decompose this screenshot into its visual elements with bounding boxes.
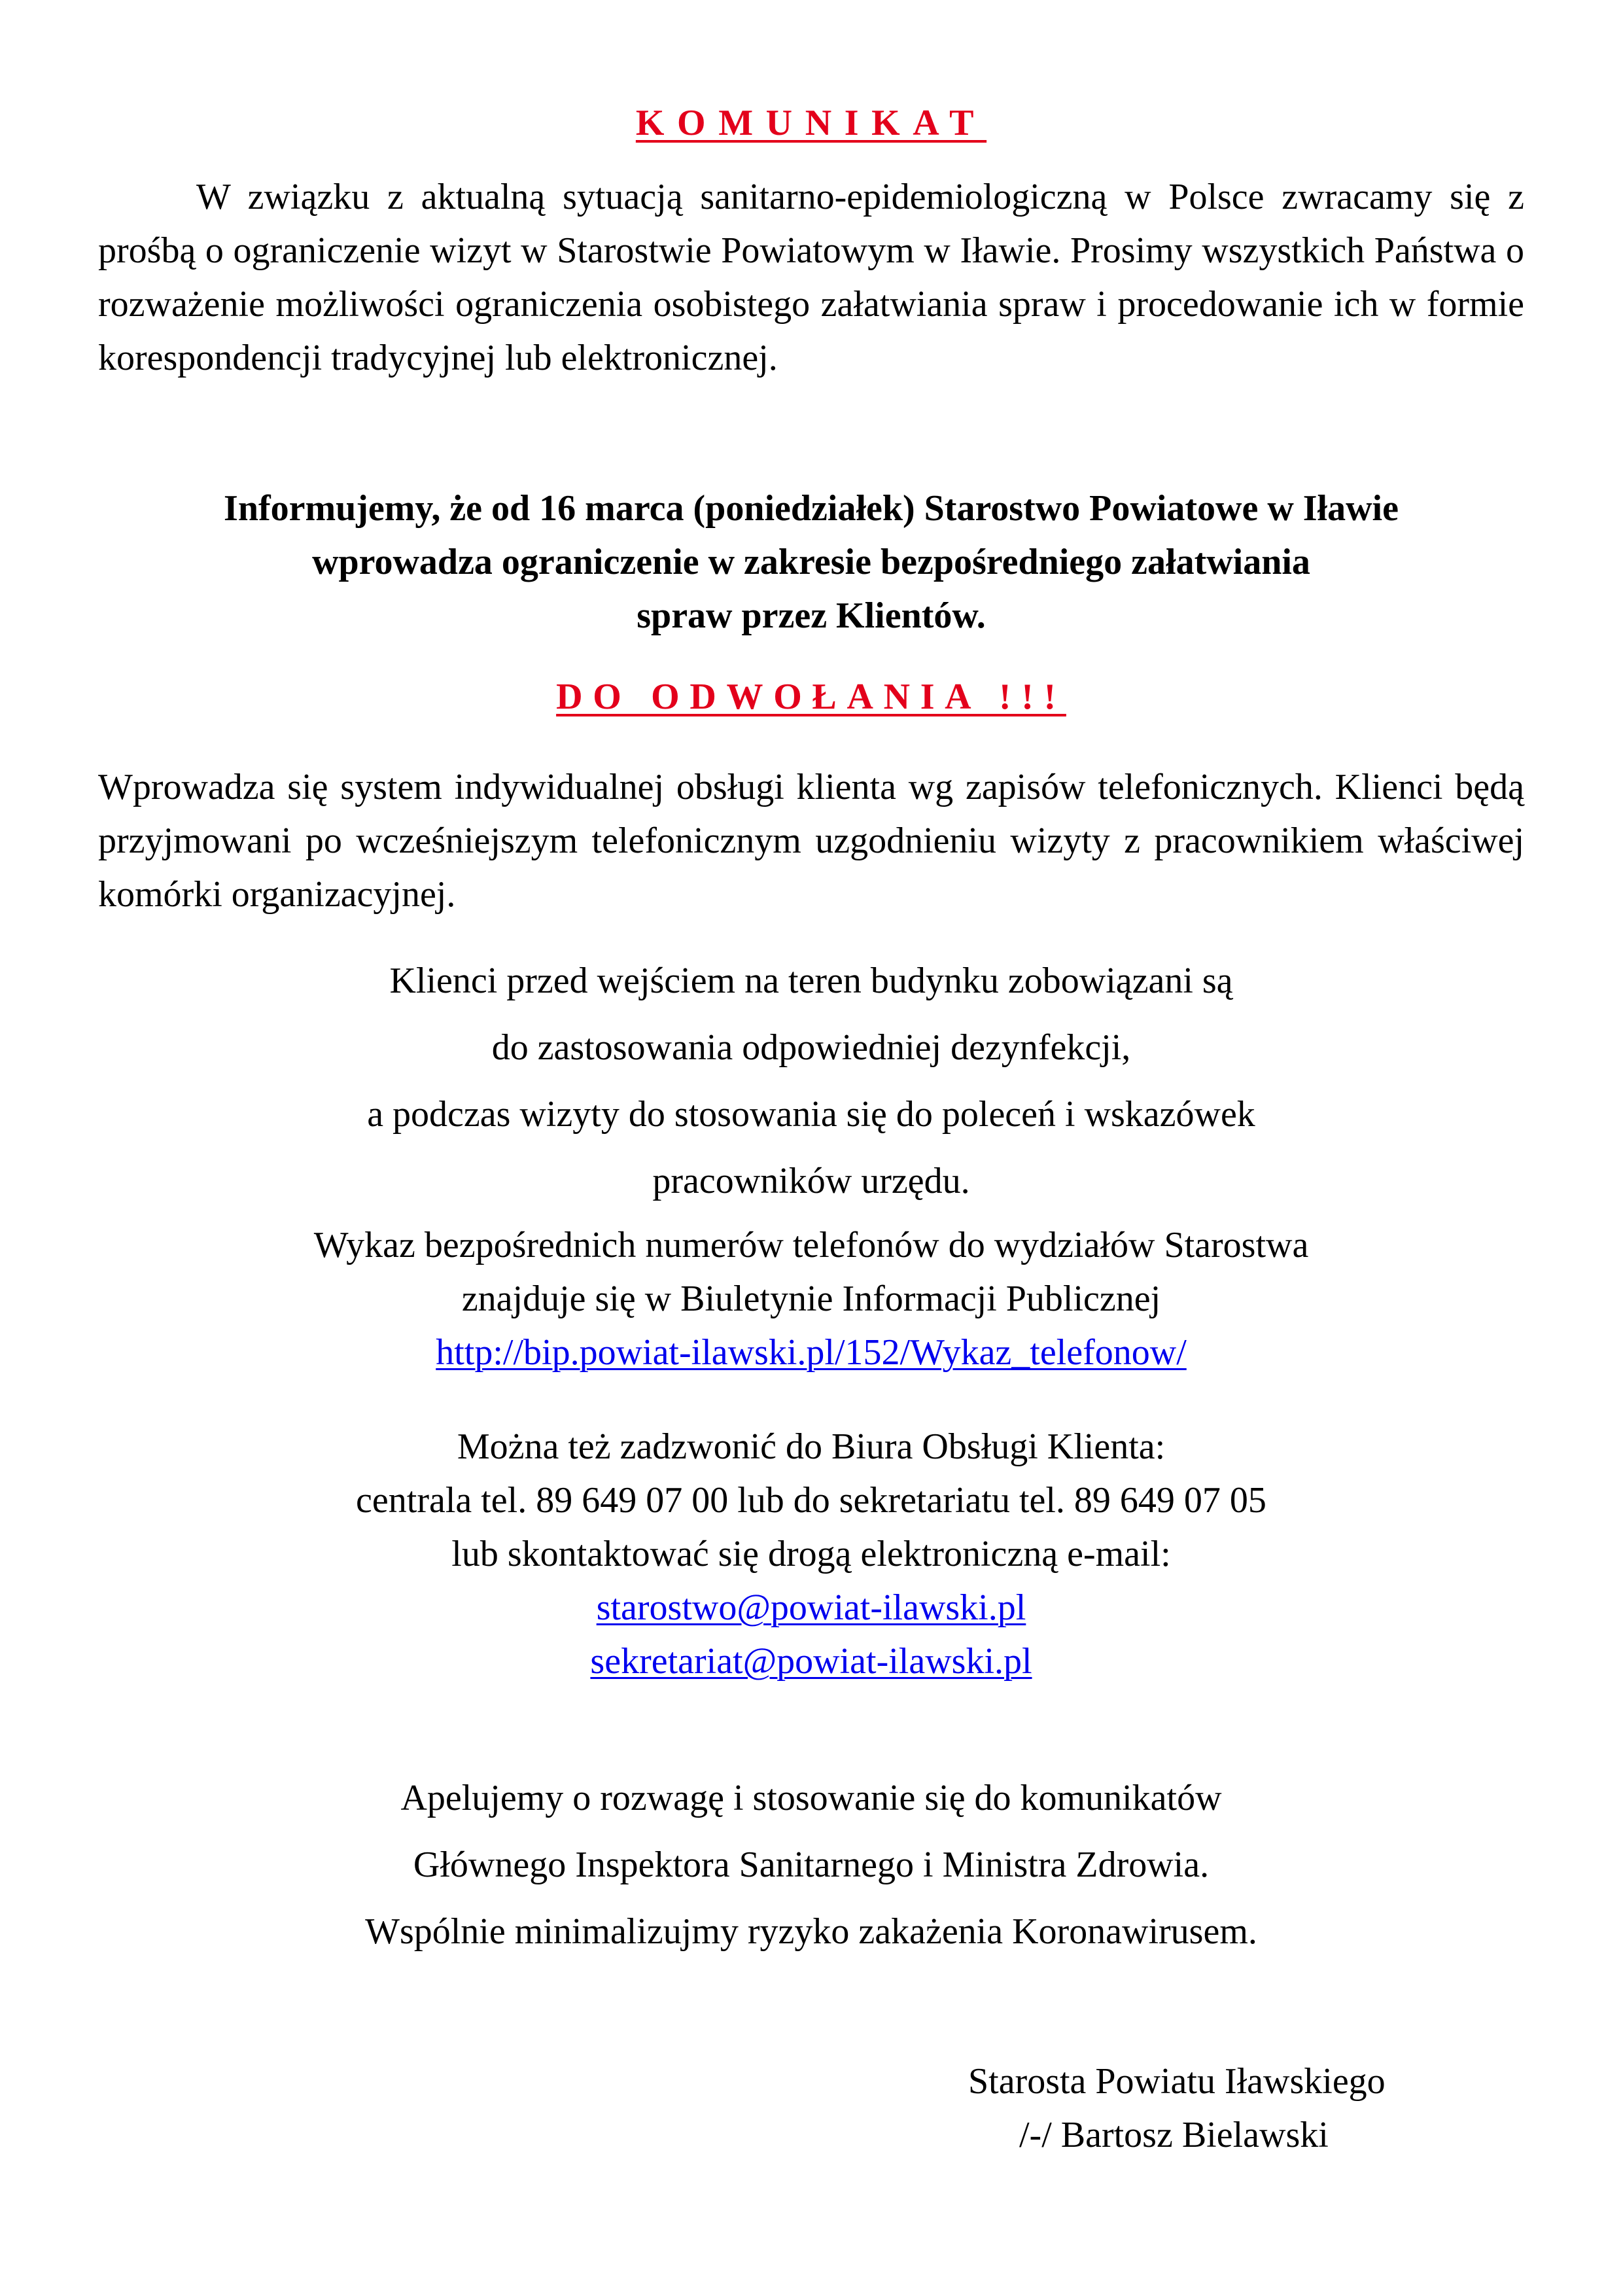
disinfection-notice-line: do zastosowania odpowiedniej dezynfekcji, bbox=[491, 1027, 1131, 1068]
appeal-line: Głównego Inspektora Sanitarnego i Ministra Zdrowia. bbox=[413, 1845, 1210, 1885]
signature-role: Starosta Powiatu Iławskiego bbox=[968, 2061, 1386, 2102]
appeal-line: Wspólnie minimalizujmy ryzyko zakażenia Koronawirusem. bbox=[365, 1911, 1257, 1952]
restriction-notice-line: Informujemy, że od 16 marca (poniedziałek) Starostwo Powiatowe w Iławie bbox=[224, 488, 1399, 529]
appeal-line: Apelujemy o rozwagę i stosowanie się do komunikatów bbox=[400, 1778, 1222, 1818]
appeal-paragraph bbox=[98, 1765, 1524, 1965]
phone-list-link[interactable]: http://bip.powiat-ilawski.pl/152/Wykaz_telefonow/ bbox=[436, 1332, 1187, 1373]
until-further-notice: DO ODWOŁANIA !!! bbox=[556, 677, 1066, 717]
contact-info bbox=[98, 1420, 1524, 1688]
email-link-sekretariat[interactable]: sekretariat@powiat-ilawski.pl bbox=[590, 1641, 1032, 1682]
disinfection-notice-line: pracowników urzędu. bbox=[652, 1161, 970, 1201]
restriction-notice bbox=[98, 482, 1524, 643]
phone-list-info-line: Wykaz bezpośrednich numerów telefonów do wydziałów Starostwa bbox=[313, 1225, 1309, 1265]
restriction-notice-line: wprowadza ograniczenie w zakresie bezpośredniego załatwiania bbox=[312, 542, 1310, 582]
restriction-notice-line: spraw przez Klientów. bbox=[637, 595, 986, 636]
email-link-starostwo[interactable]: starostwo@powiat-ilawski.pl bbox=[596, 1587, 1026, 1628]
announcement-title: KOMUNIKAT bbox=[635, 103, 987, 143]
appointment-paragraph: Wprowadza się system indywidualnej obsługi klienta wg zapisów telefonicznych. Klienci będą przyjmowani po wcześniejszym telefonicznym uzgodnieniu wizyty z pracownikiem właściwej komórki organizacyjnej. bbox=[98, 767, 1524, 915]
disinfection-notice bbox=[98, 947, 1524, 1214]
signature-name: /-/ Bartosz Bielawski bbox=[1019, 2115, 1329, 2155]
signature-block bbox=[850, 2055, 1505, 2162]
intro-paragraph: W związku z aktualną sytuacją sanitarno-epidemiologiczną w Polsce zwracamy się z prośbą o ograniczenie wizyt w Starostwie Powiatowym w Iławie. Prosimy wszystkich Państwa o rozważenie możliwości ograniczenia osobistego załatwiania spraw i procedowanie ich w formie korespondencji tradycyjnej lub elektronicznej. bbox=[98, 177, 1524, 378]
disinfection-notice-line: a podczas wizyty do stosowania się do poleceń i wskazówek bbox=[367, 1094, 1255, 1135]
contact-info-line: Można też zadzwonić do Biura Obsługi Klienta: bbox=[457, 1426, 1166, 1467]
phone-list-info-line: znajduje się w Biuletynie Informacji Publicznej bbox=[461, 1279, 1161, 1319]
phone-list-info bbox=[98, 1218, 1524, 1379]
contact-info-line: centrala tel. 89 649 07 00 lub do sekretariatu tel. 89 649 07 05 bbox=[356, 1480, 1266, 1521]
contact-info-line: lub skontaktować się drogą elektroniczną e-mail: bbox=[451, 1534, 1171, 1574]
disinfection-notice-line: Klienci przed wejściem na teren budynku zobowiązani są bbox=[389, 961, 1233, 1001]
